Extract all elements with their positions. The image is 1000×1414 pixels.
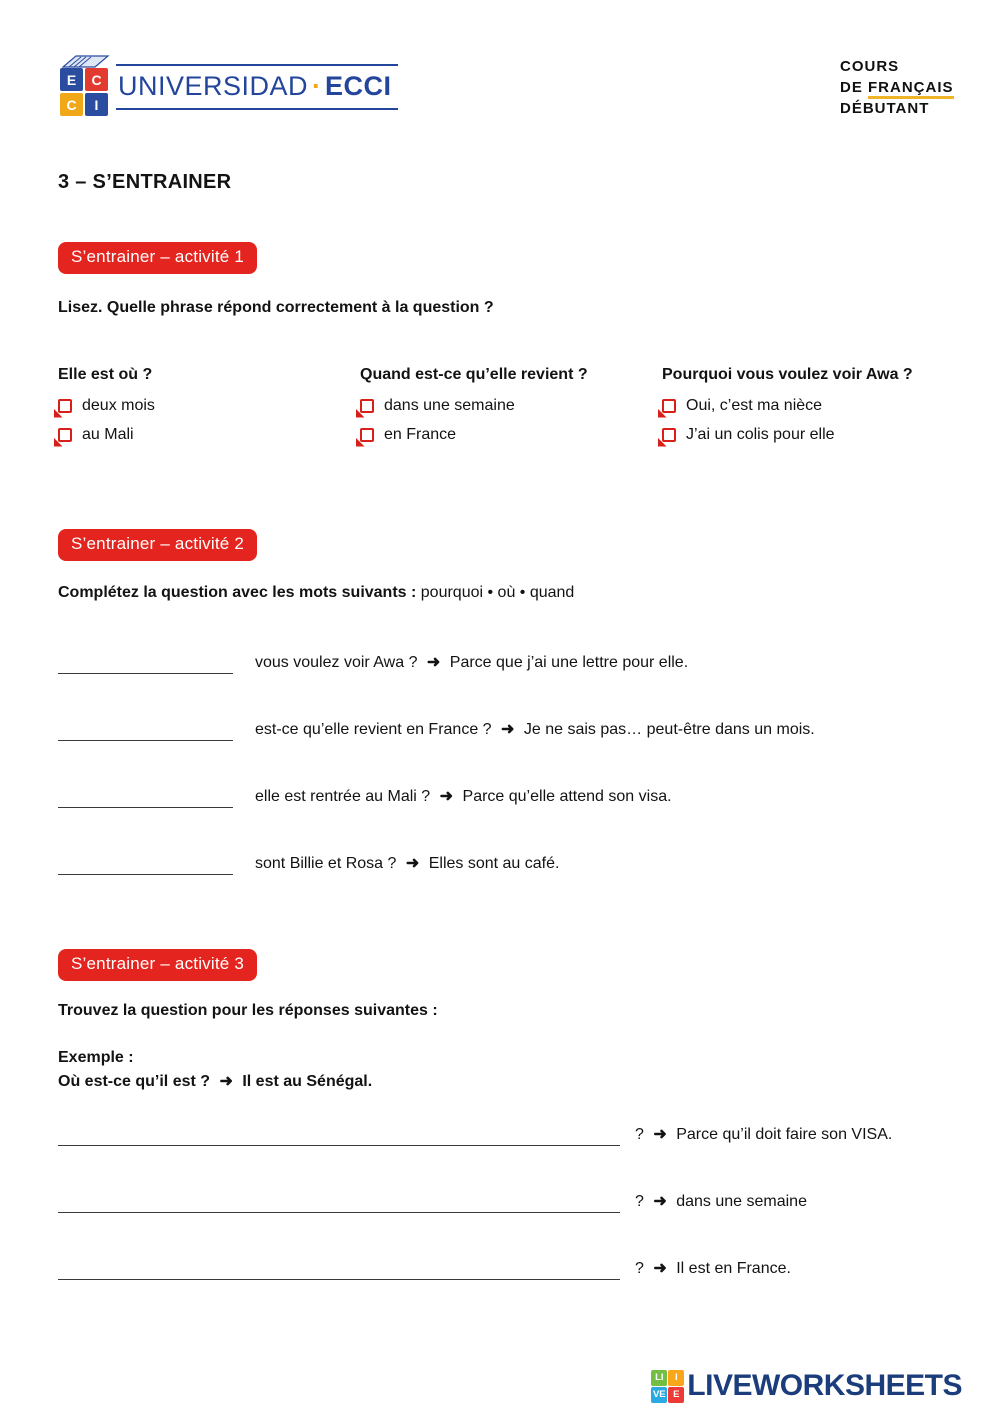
item-text xyxy=(255,652,688,674)
liveworksheets-brand: LIVEWORKSHEETS xyxy=(687,1369,962,1402)
checkbox[interactable] xyxy=(360,399,374,413)
activity-2-badge: S’entrainer – activité 2 xyxy=(58,529,257,561)
checkbox[interactable] xyxy=(360,428,374,442)
find-question-item xyxy=(58,1191,807,1213)
fill-in-item xyxy=(58,652,688,674)
item-text xyxy=(255,786,672,808)
item-text xyxy=(255,853,559,875)
answer-blank[interactable] xyxy=(58,790,233,808)
books-icon xyxy=(62,54,110,74)
answer-blank[interactable] xyxy=(58,857,233,875)
checkbox[interactable] xyxy=(58,428,72,442)
activity-2-instruction xyxy=(58,584,574,602)
logo-tile: E xyxy=(60,68,83,91)
logo-tile: VE xyxy=(651,1387,667,1403)
arrow-icon: ➜ xyxy=(653,1260,667,1277)
item-text xyxy=(255,719,815,741)
university-wordmark xyxy=(116,64,398,110)
find-question-item xyxy=(58,1124,892,1146)
university-brand: ECCI xyxy=(325,71,392,101)
course-label-line3: DÉBUTANT xyxy=(840,100,930,117)
arrow-icon: ➜ xyxy=(219,1073,233,1090)
item-question: elle est rentrée au Mali ? xyxy=(255,788,431,805)
fill-in-item xyxy=(58,719,815,741)
answer-option xyxy=(662,426,948,444)
question-column xyxy=(360,366,662,455)
question-column xyxy=(58,366,360,455)
wordmark-separator: · xyxy=(312,71,322,101)
logo-tile: I xyxy=(85,93,108,116)
course-label-line1: COURS xyxy=(840,58,900,75)
answer-option xyxy=(360,426,662,444)
arrow-icon: ➜ xyxy=(426,654,441,671)
checkbox[interactable] xyxy=(662,399,676,413)
column-question: Pourquoi vous voulez voir Awa ? xyxy=(662,366,913,383)
item-answer: Elles sont au café. xyxy=(428,855,560,872)
activity-3-instruction: Trouvez la question pour les réponses suivantes : xyxy=(58,1002,438,1019)
logo-tile: I xyxy=(668,1370,684,1386)
column-question: Elle est où ? xyxy=(58,366,153,383)
arrow-icon: ➜ xyxy=(653,1193,667,1210)
page-title: 3 – S’ENTRAINER xyxy=(58,171,232,193)
example-block xyxy=(58,1046,372,1094)
university-name: UNIVERSIDAD xyxy=(118,71,309,101)
item-answer: Il est en France. xyxy=(676,1260,791,1277)
activity-1-columns xyxy=(58,366,948,455)
answer-option xyxy=(58,426,360,444)
arrow-icon: ➜ xyxy=(501,721,515,738)
question-column xyxy=(662,366,948,455)
course-label-line2: DE FRANÇAIS xyxy=(840,77,980,98)
question-mark: ? xyxy=(635,1260,644,1277)
activity-1-badge: S’entrainer – activité 1 xyxy=(58,242,257,274)
item-answer: Parce qu’il doit faire son VISA. xyxy=(676,1126,893,1143)
question-blank[interactable] xyxy=(58,1128,620,1146)
example-line xyxy=(58,1070,372,1094)
answer-option xyxy=(662,397,948,415)
arrow-icon: ➜ xyxy=(439,788,454,805)
word-bank: pourquoi • où • quand xyxy=(420,584,575,601)
question-blank[interactable] xyxy=(58,1195,620,1213)
arrow-icon: ➜ xyxy=(653,1126,667,1143)
column-question: Quand est-ce qu’elle revient ? xyxy=(360,366,588,383)
option-label: Oui, c’est ma nièce xyxy=(686,397,823,414)
logo-tile: LI xyxy=(651,1370,667,1386)
option-label: J’ai un colis pour elle xyxy=(686,426,835,443)
option-label: deux mois xyxy=(82,397,155,414)
item-question: sont Billie et Rosa ? xyxy=(255,855,397,872)
item-answer: Parce qu’elle attend son visa. xyxy=(462,788,672,805)
example-label: Exemple : xyxy=(58,1049,134,1066)
instruction-bold-part: Complétez la question avec les mots suivants : xyxy=(58,584,417,601)
course-label xyxy=(840,56,980,119)
liveworksheets-footer xyxy=(651,1369,962,1403)
option-label: au Mali xyxy=(82,426,134,443)
logo-tile: E xyxy=(668,1387,684,1403)
answer-option xyxy=(360,397,662,415)
item-answer: dans une semaine xyxy=(676,1193,807,1210)
answer-blank[interactable] xyxy=(58,723,233,741)
liveworksheets-icon xyxy=(651,1370,684,1403)
fill-in-item xyxy=(58,786,672,808)
find-question-item xyxy=(58,1258,791,1280)
item-answer: Parce que j’ai une lettre pour elle. xyxy=(449,654,689,671)
course-label-underlined-word: FRANÇAIS xyxy=(868,79,954,99)
activity-3-badge: S’entrainer – activité 3 xyxy=(58,949,257,981)
logo-tile: C xyxy=(85,68,108,91)
item-text xyxy=(635,1124,892,1146)
question-mark: ? xyxy=(635,1193,644,1210)
answer-blank[interactable] xyxy=(58,656,233,674)
item-question: est-ce qu’elle revient en France ? xyxy=(255,721,492,738)
option-label: dans une semaine xyxy=(384,397,515,414)
question-blank[interactable] xyxy=(58,1262,620,1280)
checkbox[interactable] xyxy=(58,399,72,413)
option-label: en France xyxy=(384,426,457,443)
example-answer: Il est au Sénégal. xyxy=(242,1073,373,1090)
question-mark: ? xyxy=(635,1126,644,1143)
answer-option xyxy=(58,397,360,415)
item-text xyxy=(635,1191,807,1213)
arrow-icon: ➜ xyxy=(405,855,420,872)
university-logo xyxy=(60,68,108,116)
checkbox[interactable] xyxy=(662,428,676,442)
logo-tile: C xyxy=(60,93,83,116)
fill-in-item xyxy=(58,853,559,875)
item-answer: Je ne sais pas… peut-être dans un mois. xyxy=(523,721,815,738)
item-question: vous voulez voir Awa ? xyxy=(255,654,418,671)
item-text xyxy=(635,1258,791,1280)
activity-1-instruction: Lisez. Quelle phrase répond correctement à la question ? xyxy=(58,299,494,316)
example-question: Où est-ce qu’il est ? xyxy=(58,1073,211,1090)
